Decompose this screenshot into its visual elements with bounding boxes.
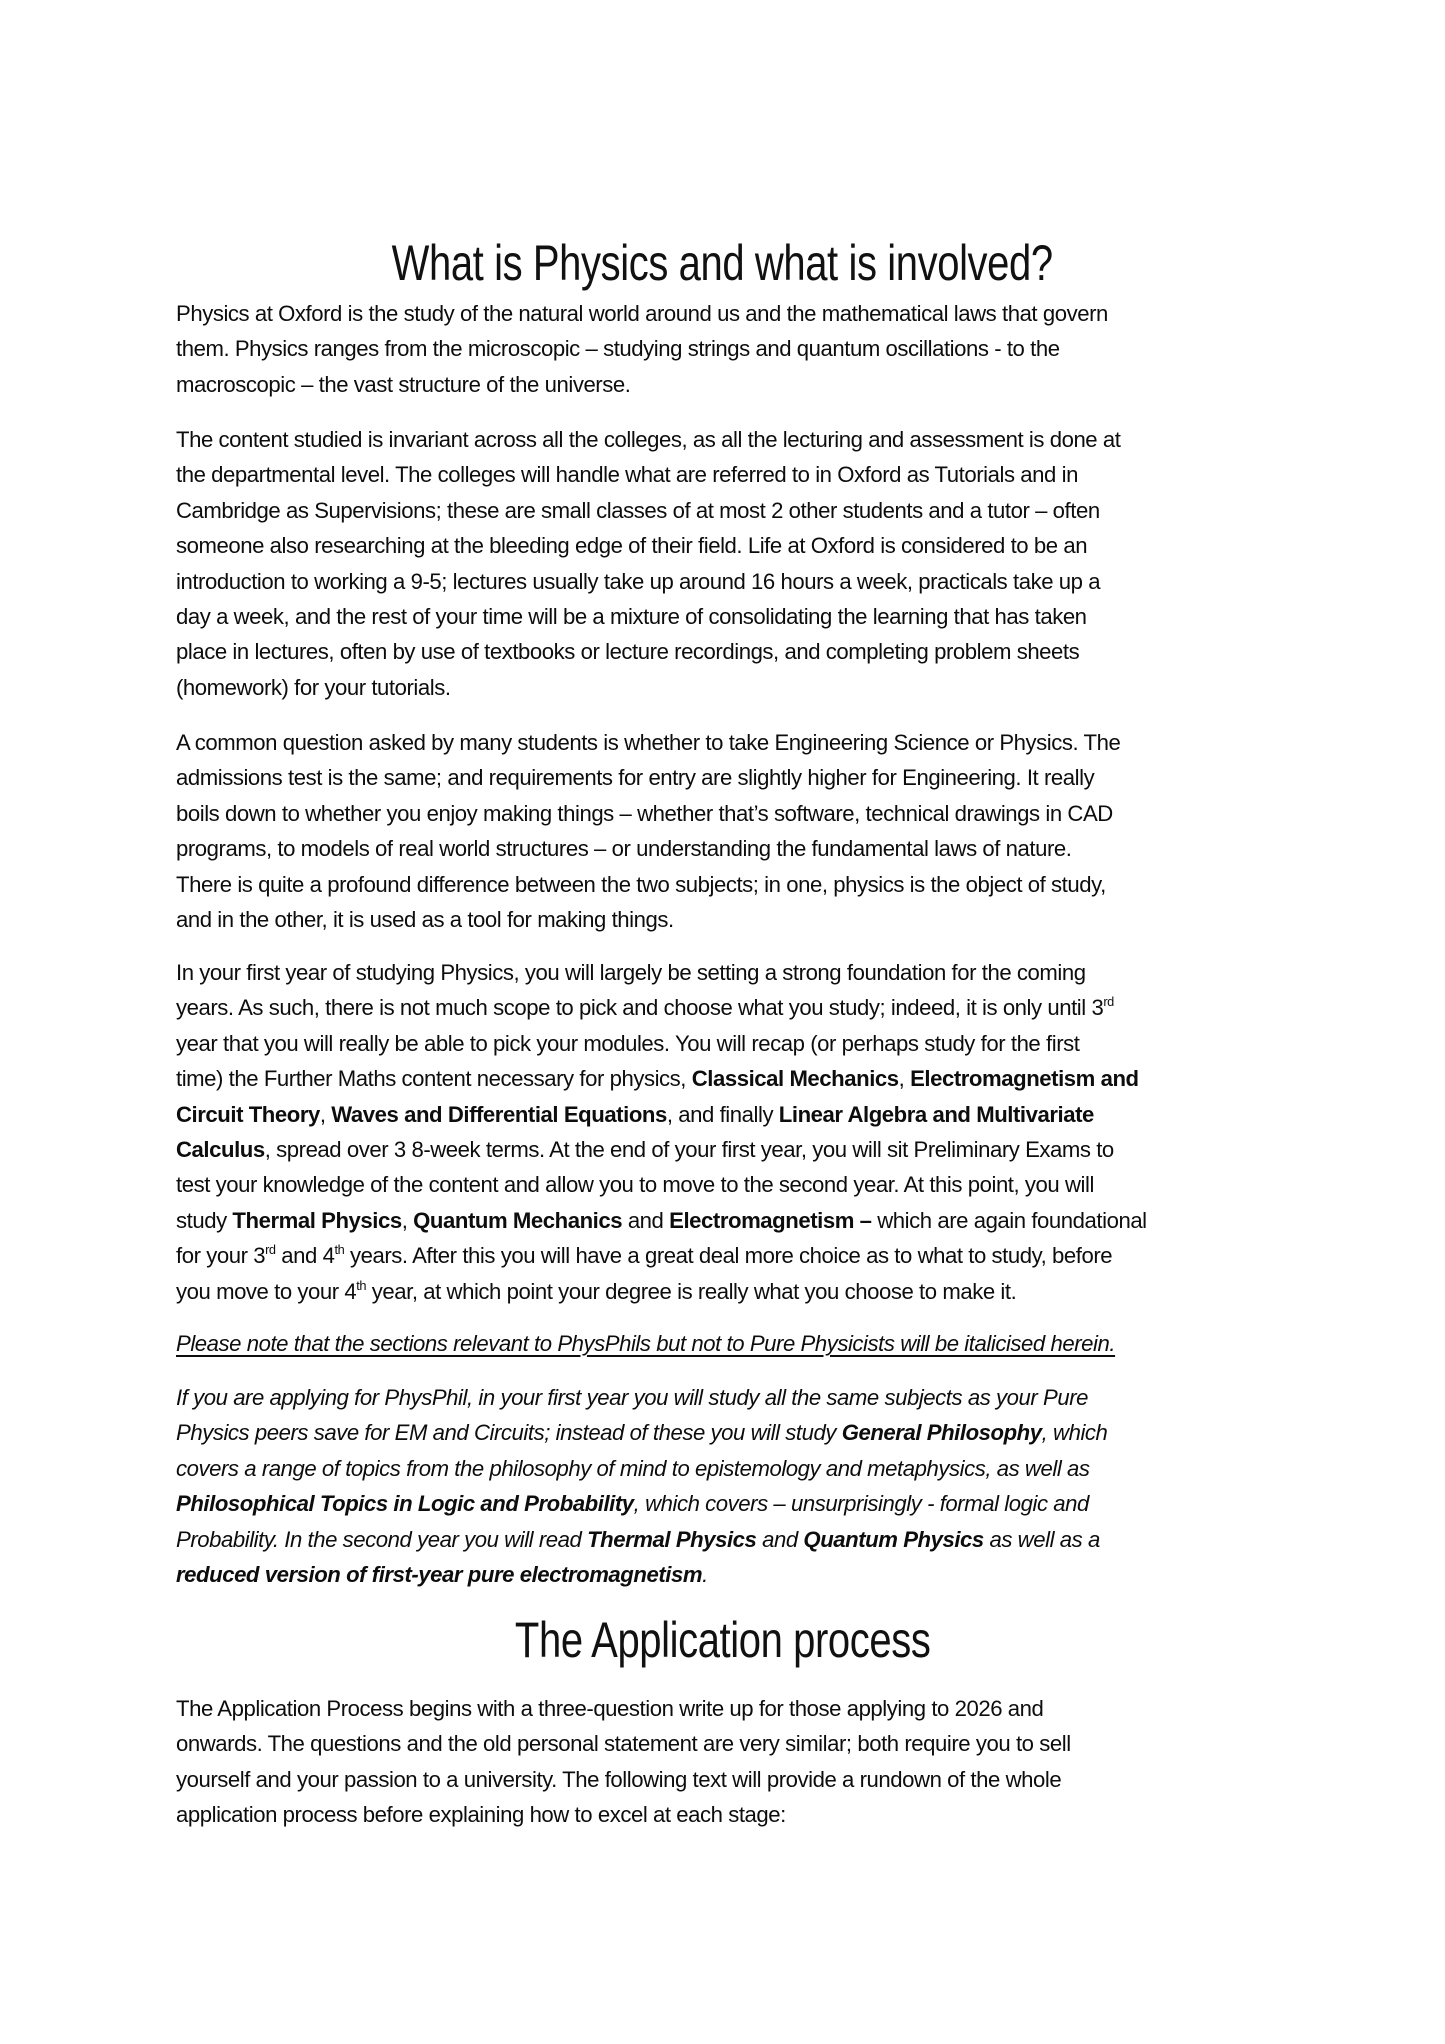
text-run: and 4 (275, 1243, 335, 1269)
text-run: admissions test is the same; and requirements for entry are slightly higher for Engineering. It really (176, 765, 1095, 791)
text-run: for your 3 (176, 1243, 266, 1269)
text-run: onwards. The questions and the old personal statement are very similar; both require you to sell (176, 1731, 1071, 1757)
application-overview-paragraph (176, 1691, 1286, 1833)
text-run: years. As such, there is not much scope to pick and choose what you study; indeed, it is only until 3 (176, 995, 1104, 1021)
text-run: and (756, 1526, 804, 1552)
text-line (176, 331, 1268, 366)
text-run: The Application Process begins with a three-question write up for those applying to 2026 and (176, 1696, 1044, 1721)
bold-text: Thermal Physics (232, 1207, 402, 1233)
text-line (176, 955, 1268, 990)
text-line (176, 1026, 1268, 1061)
text-run: as well as a (983, 1526, 1100, 1552)
text-run: time) the Further Maths content necessary for physics, (176, 1066, 692, 1092)
text-line (176, 296, 1268, 331)
text-line (176, 796, 1268, 831)
text-run: In your first year of studying Physics, you will largely be setting a strong foundation for the coming (176, 960, 1086, 985)
text-run: place in lectures, often by use of textbooks or lecture recordings, and completing problem sheets (176, 639, 1080, 665)
text-line (176, 457, 1268, 492)
text-line (176, 1762, 1268, 1797)
superscript: th (356, 1277, 367, 1293)
text-line (176, 1726, 1268, 1761)
text-line (176, 1380, 1268, 1415)
text-run: , (319, 1101, 332, 1127)
text-line (176, 1415, 1268, 1450)
text-run: year that you will really be able to pick your modules. You will recap (or perhaps study for the first (176, 1030, 1080, 1056)
text-run: Physics peers save for EM and Circuits; instead of these you will study (176, 1420, 842, 1446)
bold-text: Quantum Mechanics (413, 1207, 623, 1233)
text-line (176, 1522, 1268, 1557)
text-run: , (898, 1066, 911, 1092)
text-run: (homework) for your tutorials. (176, 674, 451, 700)
text-line (176, 1203, 1268, 1238)
text-run: year, at which point your degree is really what you choose to make it. (366, 1278, 1017, 1304)
section-heading-text: The Application process (514, 1612, 931, 1668)
text-line (176, 670, 1268, 705)
bold-text: Electromagnetism and (910, 1066, 1139, 1092)
text-run: you move to your 4 (176, 1278, 357, 1304)
bold-text: Linear Algebra and Multivariate (778, 1101, 1094, 1127)
text-line (176, 990, 1268, 1025)
text-run: , spread over 3 8-week terms. At the end of your first year, you will sit Preliminary Exams to (264, 1137, 1114, 1163)
text-run: , which (1041, 1420, 1108, 1446)
bold-text: Circuit Theory (176, 1101, 320, 1127)
teaching-structure-paragraph (176, 422, 1286, 705)
bold-text: Calculus (176, 1137, 265, 1163)
text-line (176, 1797, 1268, 1832)
text-line (176, 1557, 1268, 1592)
text-run: , (401, 1207, 414, 1233)
page-title-text: What is Physics and what is involved? (391, 235, 1054, 291)
text-run: covers a range of topics from the philosophy of mind to epistemology and metaphysics, as well as (176, 1455, 1090, 1481)
text-line (176, 1238, 1268, 1273)
superscript: th (334, 1242, 345, 1258)
text-run: , and finally (666, 1101, 779, 1127)
bold-text: Thermal Physics (587, 1526, 757, 1552)
bold-text: Quantum Physics (803, 1526, 984, 1552)
text-run: which are again foundational (871, 1207, 1147, 1233)
physics-overview-paragraph (176, 296, 1286, 402)
text-line (176, 1167, 1268, 1202)
course-structure-paragraph (176, 955, 1286, 1309)
bold-text: Electromagnetism – (669, 1207, 872, 1233)
superscript: rd (265, 1242, 276, 1258)
bold-text: Classical Mechanics (691, 1066, 899, 1092)
text-run: boils down to whether you enjoy making things – whether that’s software, technical drawings in CAD (176, 800, 1113, 826)
text-line (176, 1691, 1268, 1726)
text-run: day a week, and the rest of your time will be a mixture of consolidating the learning that has taken (176, 604, 1087, 630)
text-line (176, 867, 1268, 902)
text-line (176, 1274, 1268, 1309)
text-run: programs, to models of real world structures – or understanding the fundamental laws of nature. (176, 836, 1072, 862)
text-run: study (176, 1207, 233, 1233)
text-line (176, 760, 1268, 795)
text-run: years. After this you will have a great deal more choice as to what to study, before (344, 1243, 1113, 1269)
text-line (176, 1132, 1268, 1167)
superscript: rd (1103, 994, 1114, 1010)
text-run: Physics at Oxford is the study of the natural world around us and the mathematical laws that govern (176, 301, 1108, 326)
text-line (176, 367, 1268, 402)
bold-text: General Philosophy (841, 1420, 1042, 1446)
text-run: , which covers – unsurprisingly - formal logic and (633, 1491, 1089, 1517)
text-line (176, 599, 1268, 634)
text-run: and (622, 1207, 670, 1233)
text-run: Cambridge as Supervisions; these are small classes of at most 2 other students and a tutor – often (176, 497, 1100, 523)
text-run: introduction to working a 9-5; lectures usually take up around 16 hours a week, practicals take up a (176, 568, 1101, 594)
text-run: application process before explaining how to excel at each stage: (176, 1802, 786, 1828)
text-line (176, 1486, 1268, 1521)
text-line (176, 528, 1268, 563)
text-run: . (702, 1562, 708, 1588)
text-run: macroscopic – the vast structure of the universe. (176, 371, 631, 397)
text-run: The content studied is invariant across all the colleges, as all the lecturing and assessment is done at (176, 427, 1121, 452)
text-run: and in the other, it is used as a tool for making things. (176, 907, 674, 933)
text-line (176, 493, 1268, 528)
text-line (176, 1097, 1268, 1132)
engineering-vs-physics-paragraph (176, 725, 1286, 937)
text-line (176, 564, 1268, 599)
page-title (0, 235, 1445, 293)
text-line (176, 422, 1268, 457)
text-line (176, 634, 1268, 669)
text-run: yourself and your passion to a university. The following text will provide a rundown of the whole (176, 1766, 1062, 1792)
text-line (176, 902, 1268, 937)
text-line (176, 1061, 1268, 1096)
text-line (176, 1326, 1268, 1361)
text-run: them. Physics ranges from the microscopic – studying strings and quantum oscillations - to the (176, 336, 1060, 362)
text-run: someone also researching at the bleeding edge of their field. Life at Oxford is considered to be an (176, 533, 1088, 559)
text-run: If you are applying for PhysPhil, in your first year you will study all the same subjects as your Pure (176, 1385, 1089, 1410)
text-run: Probability. In the second year you will read (176, 1526, 588, 1552)
physphil-paragraph (176, 1380, 1286, 1592)
text-line (176, 725, 1268, 760)
bold-text: Philosophical Topics in Logic and Probability (176, 1491, 634, 1517)
text-run: test your knowledge of the content and allow you to move to the second year. At this point, you will (176, 1172, 1094, 1198)
bold-text: reduced version of first-year pure electromagnetism (176, 1562, 703, 1588)
section-heading-application (0, 1612, 1445, 1670)
text-line (176, 831, 1268, 866)
bold-text: Waves and Differential Equations (331, 1101, 667, 1127)
text-line (176, 1451, 1268, 1486)
text-run: A common question asked by many students is whether to take Engineering Science or Physics. The (176, 730, 1121, 755)
text-run: There is quite a profound difference between the two subjects; in one, physics is the object of study, (176, 871, 1106, 897)
text-run: the departmental level. The colleges will handle what are referred to in Oxford as Tutorials and in (176, 462, 1078, 488)
text-run: Please note that the sections relevant to PhysPhils but not to Pure Physicists will be italicised herein. (176, 1331, 1116, 1356)
italic-note-paragraph (176, 1326, 1286, 1361)
